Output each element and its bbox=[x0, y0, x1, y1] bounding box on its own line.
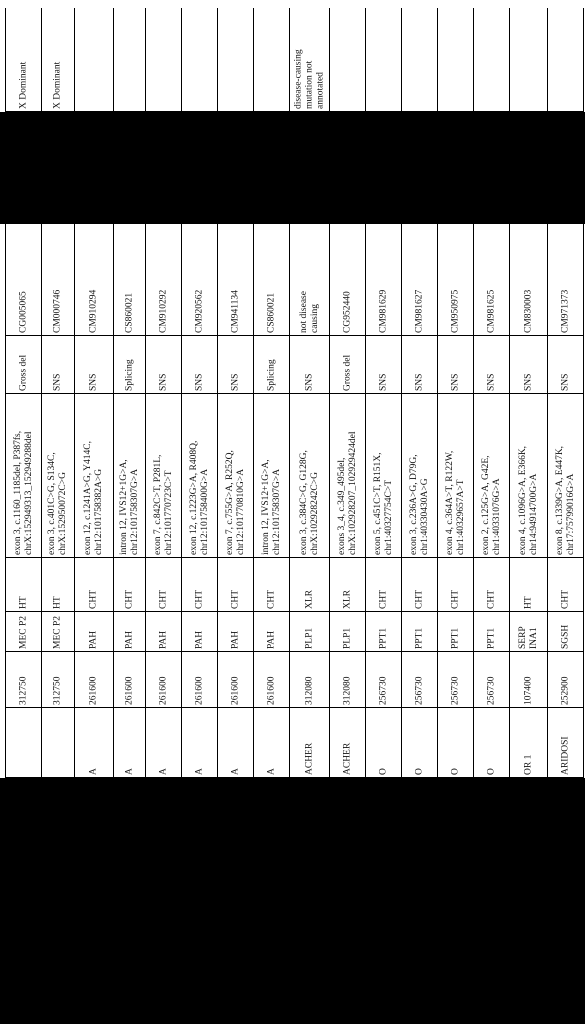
inheritance-mode-cell bbox=[366, 8, 401, 112]
zygosity-cell bbox=[438, 558, 473, 612]
variant-description-cell bbox=[510, 394, 547, 558]
variant-description-cell bbox=[290, 394, 329, 558]
omim-cell bbox=[114, 652, 145, 708]
hgmd-reference-cell bbox=[218, 224, 253, 336]
mutation-type-cell bbox=[548, 336, 583, 394]
inheritance-mode-cell bbox=[42, 8, 74, 112]
disease-cell bbox=[290, 708, 329, 778]
gene-cell-text: PPT1 bbox=[486, 627, 496, 649]
zygosity-cell-text: CHT bbox=[88, 589, 99, 609]
zygosity-cell-text: CHT bbox=[560, 589, 570, 609]
hgmd-reference-cell-text: CM910294 bbox=[88, 289, 99, 333]
variant-description-cell bbox=[218, 394, 253, 558]
omim-cell-text: 256730 bbox=[414, 676, 424, 705]
disease-cell bbox=[402, 708, 437, 778]
gene-cell bbox=[218, 612, 253, 652]
mutation-type-cell-text: SNS bbox=[230, 373, 240, 391]
zygosity-cell-text: XLR bbox=[304, 589, 314, 609]
disease-cell bbox=[6, 708, 41, 778]
gene-cell-text: SERP INA1 bbox=[517, 623, 539, 649]
omim-cell-text: 107400 bbox=[523, 676, 533, 705]
gene-cell bbox=[75, 612, 113, 652]
zygosity-cell bbox=[75, 558, 113, 612]
gene-cell-text: PAH bbox=[124, 630, 134, 649]
inheritance-mode-cell-text: X Dominant bbox=[52, 61, 63, 109]
zygosity-cell-text: CHT bbox=[378, 589, 388, 609]
variant-description-cell bbox=[6, 394, 41, 558]
gene-cell bbox=[114, 612, 145, 652]
mutation-type-cell-text: Gross del bbox=[18, 354, 28, 391]
gene-cell-text: PAH bbox=[88, 630, 99, 649]
gene-cell bbox=[6, 612, 41, 652]
variant-description-cell bbox=[182, 394, 217, 558]
hgmd-reference-cell bbox=[146, 224, 181, 336]
disease-cell bbox=[438, 708, 473, 778]
hgmd-reference-cell bbox=[182, 224, 217, 336]
omim-cell-text: 261600 bbox=[124, 676, 134, 705]
mutation-type-cell-text: SNS bbox=[560, 373, 570, 391]
omim-cell-text: 261600 bbox=[194, 676, 204, 705]
omim-cell-text: 312080 bbox=[304, 676, 314, 705]
top-margin bbox=[0, 0, 585, 8]
gene-cell-text: PPT1 bbox=[378, 627, 388, 649]
gene-cell bbox=[290, 612, 329, 652]
disease-cell-text: ACHER bbox=[342, 742, 352, 775]
zygosity-cell bbox=[548, 558, 583, 612]
zygosity-cell-text: CHT bbox=[158, 589, 168, 609]
hgmd-reference-cell-text: CM000746 bbox=[52, 289, 63, 333]
hgmd-reference-cell bbox=[366, 224, 401, 336]
disease-cell bbox=[182, 708, 217, 778]
hgmd-reference-cell bbox=[42, 224, 74, 336]
hgmd-reference-cell bbox=[510, 224, 547, 336]
disease-cell bbox=[42, 708, 74, 778]
disease-cell-text: O bbox=[378, 767, 388, 775]
hgmd-reference-cell bbox=[75, 224, 113, 336]
gene-cell bbox=[42, 612, 74, 652]
disease-cell-text: ACHER bbox=[304, 742, 314, 775]
hgmd-reference-cell bbox=[330, 224, 365, 336]
mutation-type-cell-text: SNS bbox=[52, 373, 63, 391]
omim-cell-text: 261600 bbox=[266, 676, 276, 705]
omim-cell-text: 256730 bbox=[378, 676, 388, 705]
mutation-type-cell bbox=[290, 336, 329, 394]
omim-cell bbox=[548, 652, 583, 708]
zygosity-cell bbox=[182, 558, 217, 612]
inheritance-mode-cell bbox=[182, 8, 217, 112]
zygosity-cell-text: CHT bbox=[124, 589, 134, 609]
disease-cell bbox=[75, 708, 113, 778]
mutation-type-cell bbox=[114, 336, 145, 394]
hgmd-reference-cell-text: CM981629 bbox=[378, 289, 388, 333]
omim-cell bbox=[254, 652, 289, 708]
omim-cell bbox=[438, 652, 473, 708]
disease-cell-text: A bbox=[266, 767, 276, 775]
hgmd-reference-cell bbox=[548, 224, 583, 336]
omim-cell-text: 312750 bbox=[52, 676, 63, 705]
inheritance-mode-cell bbox=[254, 8, 289, 112]
redaction-band-middle bbox=[0, 112, 585, 224]
gene-cell bbox=[438, 612, 473, 652]
gene-cell bbox=[510, 612, 547, 652]
omim-cell-text: 252900 bbox=[560, 676, 570, 705]
variant-description-cell-text: exon 12, c.1241A>G, Y414C, chr12:101758382A>G bbox=[83, 440, 104, 555]
redaction-band-bottom bbox=[0, 778, 585, 1024]
inheritance-mode-cell bbox=[290, 8, 329, 112]
mutation-type-cell-text: SNS bbox=[378, 373, 388, 391]
inheritance-mode-cell-text: X Dominant bbox=[18, 61, 28, 109]
mutation-type-cell bbox=[510, 336, 547, 394]
disease-cell-text: O bbox=[414, 767, 424, 775]
hgmd-reference-cell-text: CS860021 bbox=[124, 292, 134, 333]
zygosity-cell bbox=[42, 558, 74, 612]
variant-description-cell bbox=[330, 394, 365, 558]
variant-description-cell-text: exon 2, c.125G>A, G42E, chr1:40331076G>A bbox=[480, 454, 502, 555]
mutation-type-cell-text: SNS bbox=[450, 373, 460, 391]
inheritance-mode-cell bbox=[438, 8, 473, 112]
variant-description-cell bbox=[75, 394, 113, 558]
hgmd-reference-cell-text: CM830003 bbox=[523, 289, 533, 333]
zygosity-cell bbox=[114, 558, 145, 612]
zygosity-cell-text: XLR bbox=[342, 589, 352, 609]
mutation-type-cell-text: Splicing bbox=[266, 358, 276, 391]
disease-cell-text: O bbox=[450, 767, 460, 775]
variant-description-cell bbox=[254, 394, 289, 558]
mutation-type-cell bbox=[218, 336, 253, 394]
gene-cell-text: PLP1 bbox=[304, 627, 314, 649]
disease-cell-text: O bbox=[486, 767, 496, 775]
gene-cell bbox=[548, 612, 583, 652]
variant-description-cell bbox=[548, 394, 583, 558]
zygosity-cell-text: HT bbox=[523, 595, 533, 609]
variant-description-cell-text: exon 5, c.451C>T, R151X, chr1:40327754C>T bbox=[372, 451, 394, 555]
gene-cell-text: PPT1 bbox=[414, 627, 424, 649]
gene-cell bbox=[330, 612, 365, 652]
inheritance-mode-cell bbox=[402, 8, 437, 112]
variant-description-cell bbox=[42, 394, 74, 558]
omim-cell-text: 261600 bbox=[88, 676, 99, 705]
disease-cell-text: A bbox=[88, 767, 99, 775]
omim-cell-text: 312750 bbox=[18, 676, 28, 705]
inheritance-mode-cell bbox=[474, 8, 509, 112]
hgmd-reference-cell bbox=[114, 224, 145, 336]
hgmd-reference-cell-text: CM981627 bbox=[414, 289, 424, 333]
gene-cell bbox=[366, 612, 401, 652]
zygosity-cell-text: CHT bbox=[414, 589, 424, 609]
zygosity-cell bbox=[474, 558, 509, 612]
mutation-type-cell bbox=[438, 336, 473, 394]
omim-cell bbox=[474, 652, 509, 708]
mutation-type-cell-text: SNS bbox=[414, 373, 424, 391]
omim-cell bbox=[182, 652, 217, 708]
disease-cell bbox=[474, 708, 509, 778]
mutation-type-cell bbox=[330, 336, 365, 394]
zygosity-cell-text: CHT bbox=[450, 589, 460, 609]
disease-cell bbox=[510, 708, 547, 778]
inheritance-mode-cell bbox=[75, 8, 113, 112]
hgmd-reference-cell bbox=[438, 224, 473, 336]
omim-cell-text: 256730 bbox=[486, 676, 496, 705]
mutation-type-cell-text: Gross del bbox=[342, 354, 352, 391]
mutation-type-cell bbox=[254, 336, 289, 394]
variant-description-cell bbox=[474, 394, 509, 558]
mutation-type-cell-text: SNS bbox=[523, 373, 533, 391]
zygosity-cell bbox=[510, 558, 547, 612]
disease-cell bbox=[254, 708, 289, 778]
inheritance-mode-cell bbox=[548, 8, 583, 112]
hgmd-reference-cell-text: CG952440 bbox=[342, 290, 352, 333]
zygosity-cell bbox=[330, 558, 365, 612]
gene-cell-text: PAH bbox=[266, 630, 276, 649]
hgmd-reference-cell-text: CM910292 bbox=[158, 289, 168, 333]
inheritance-mode-cell-text: disease-causing mutation not annotated bbox=[293, 48, 325, 109]
zygosity-cell-text: HT bbox=[52, 595, 63, 609]
omim-cell bbox=[146, 652, 181, 708]
variant-description-cell bbox=[366, 394, 401, 558]
mutation-type-cell-text: SNS bbox=[304, 373, 314, 391]
disease-cell bbox=[146, 708, 181, 778]
disease-cell bbox=[114, 708, 145, 778]
mutation-type-cell bbox=[42, 336, 74, 394]
gene-cell-text: PPT1 bbox=[450, 627, 460, 649]
zygosity-cell-text: CHT bbox=[194, 589, 204, 609]
zygosity-cell-text: CHT bbox=[266, 589, 276, 609]
disease-cell bbox=[218, 708, 253, 778]
variant-description-cell-text: exon 8, c.1339G>A, E447K, chr17:75799016G>A bbox=[554, 445, 576, 555]
disease-cell bbox=[330, 708, 365, 778]
hgmd-reference-cell bbox=[6, 224, 41, 336]
gene-cell-text: MEC P2 bbox=[18, 615, 28, 649]
mutation-type-cell-text: SNS bbox=[486, 373, 496, 391]
disease-cell-text: A bbox=[124, 767, 134, 775]
variant-description-cell-text: exon 3, c.1160_1185del, P387fs, chrX:152949313_152949288del bbox=[12, 430, 34, 555]
variant-description-cell bbox=[146, 394, 181, 558]
inheritance-mode-cell bbox=[6, 8, 41, 112]
gene-cell-text: PLP1 bbox=[342, 627, 352, 649]
variant-description-cell-text: exon 12, c.1223G>A, R408Q, chr12:101758400G>A bbox=[188, 440, 210, 555]
hgmd-reference-cell bbox=[254, 224, 289, 336]
omim-cell bbox=[6, 652, 41, 708]
variant-description-cell bbox=[114, 394, 145, 558]
hgmd-reference-cell bbox=[474, 224, 509, 336]
variant-description-cell-text: exon 3, c.236A>G, D79G, chr1:40330430A>G bbox=[408, 453, 430, 555]
zygosity-cell-text: CHT bbox=[230, 589, 240, 609]
gene-cell bbox=[182, 612, 217, 652]
disease-cell bbox=[548, 708, 583, 778]
hgmd-reference-cell-text: CG005065 bbox=[18, 290, 28, 333]
zygosity-cell bbox=[290, 558, 329, 612]
inheritance-mode-cell bbox=[510, 8, 547, 112]
gene-cell bbox=[254, 612, 289, 652]
mutation-type-cell-text: SNS bbox=[158, 373, 168, 391]
disease-cell-text: A bbox=[158, 767, 168, 775]
gene-cell bbox=[146, 612, 181, 652]
disease-cell-text: A bbox=[230, 767, 240, 775]
variant-description-cell-text: intron 12, IVS12+1G>A, chr12:101758307G>A bbox=[118, 458, 140, 555]
disease-cell-text: OR 1 bbox=[523, 754, 533, 775]
omim-cell-text: 261600 bbox=[230, 676, 240, 705]
mutation-type-cell-text: SNS bbox=[194, 373, 204, 391]
gene-cell bbox=[402, 612, 437, 652]
mutation-type-cell bbox=[75, 336, 113, 394]
omim-cell bbox=[402, 652, 437, 708]
omim-cell bbox=[290, 652, 329, 708]
variant-description-cell-text: exon 4, c.364A>T, R122W, chr1:40329657A>T bbox=[444, 450, 466, 555]
omim-cell-text: 261600 bbox=[158, 676, 168, 705]
zygosity-cell-text: HT bbox=[18, 595, 28, 609]
zygosity-cell bbox=[6, 558, 41, 612]
omim-cell bbox=[510, 652, 547, 708]
mutation-type-cell bbox=[366, 336, 401, 394]
mutation-type-cell-text: SNS bbox=[88, 373, 99, 391]
inheritance-mode-cell bbox=[330, 8, 365, 112]
gene-cell-text: PAH bbox=[230, 630, 240, 649]
hgmd-reference-cell-text: CM950975 bbox=[450, 289, 460, 333]
zygosity-cell-text: CHT bbox=[486, 589, 496, 609]
zygosity-cell bbox=[146, 558, 181, 612]
omim-cell bbox=[75, 652, 113, 708]
variant-description-cell-text: exon 4, c.1096G>A, E366K, chr14:94914700G>A bbox=[517, 445, 539, 555]
mutation-type-cell bbox=[6, 336, 41, 394]
gene-cell-text: SGSH bbox=[560, 624, 570, 649]
hgmd-reference-cell-text: CM981625 bbox=[486, 289, 496, 333]
gene-cell-text: PAH bbox=[194, 630, 204, 649]
variant-description-cell bbox=[402, 394, 437, 558]
gene-cell-text: PAH bbox=[158, 630, 168, 649]
zygosity-cell bbox=[366, 558, 401, 612]
hgmd-reference-cell-text: CM941134 bbox=[230, 289, 240, 333]
inheritance-mode-cell bbox=[218, 8, 253, 112]
hgmd-reference-cell-text: CM920562 bbox=[194, 289, 204, 333]
gene-cell-text: MEC P2 bbox=[52, 615, 63, 649]
mutation-type-cell bbox=[146, 336, 181, 394]
hgmd-reference-cell-text: CS860021 bbox=[266, 292, 276, 333]
disease-cell-text: ARIDOSI bbox=[560, 735, 570, 775]
omim-cell bbox=[366, 652, 401, 708]
zygosity-cell bbox=[254, 558, 289, 612]
variant-description-cell bbox=[438, 394, 473, 558]
hgmd-reference-cell bbox=[402, 224, 437, 336]
hgmd-reference-cell-text: not disease causing bbox=[298, 290, 320, 333]
variant-description-cell-text: exon 7, c.755G>A, R252Q, chr12:101770810G>A bbox=[224, 449, 246, 555]
zygosity-cell bbox=[402, 558, 437, 612]
hgmd-reference-cell-text: CM971373 bbox=[560, 289, 570, 333]
omim-cell-text: 256730 bbox=[450, 676, 460, 705]
inheritance-mode-cell bbox=[114, 8, 145, 112]
variant-description-cell-text: exon 7, c.842C>T, P281L, chr12:101770723C>T bbox=[152, 454, 174, 555]
disease-cell bbox=[366, 708, 401, 778]
hgmd-reference-cell bbox=[290, 224, 329, 336]
inheritance-mode-cell bbox=[146, 8, 181, 112]
variant-description-cell-text: exon 3, c.384C>G, G128G, chrX:102928242C>G bbox=[298, 449, 320, 555]
omim-cell bbox=[42, 652, 74, 708]
omim-cell-text: 312080 bbox=[342, 676, 352, 705]
variant-description-cell-text: intron 12, IVS12+1G>A, chr12:101758307G>A bbox=[260, 458, 282, 555]
variant-description-cell-text: exon 3, c.401C>G, S134C, chrX:152950072C>G bbox=[47, 451, 68, 555]
gene-cell bbox=[474, 612, 509, 652]
omim-cell bbox=[218, 652, 253, 708]
mutation-type-cell bbox=[182, 336, 217, 394]
mutation-type-cell-text: Splicing bbox=[124, 358, 134, 391]
mutation-type-cell bbox=[402, 336, 437, 394]
mutation-type-cell bbox=[474, 336, 509, 394]
variant-description-cell-text: exons 3_4, c.349_495del, chrX:102928207_102929424del bbox=[336, 431, 358, 555]
zygosity-cell bbox=[218, 558, 253, 612]
omim-cell bbox=[330, 652, 365, 708]
disease-cell-text: A bbox=[194, 767, 204, 775]
